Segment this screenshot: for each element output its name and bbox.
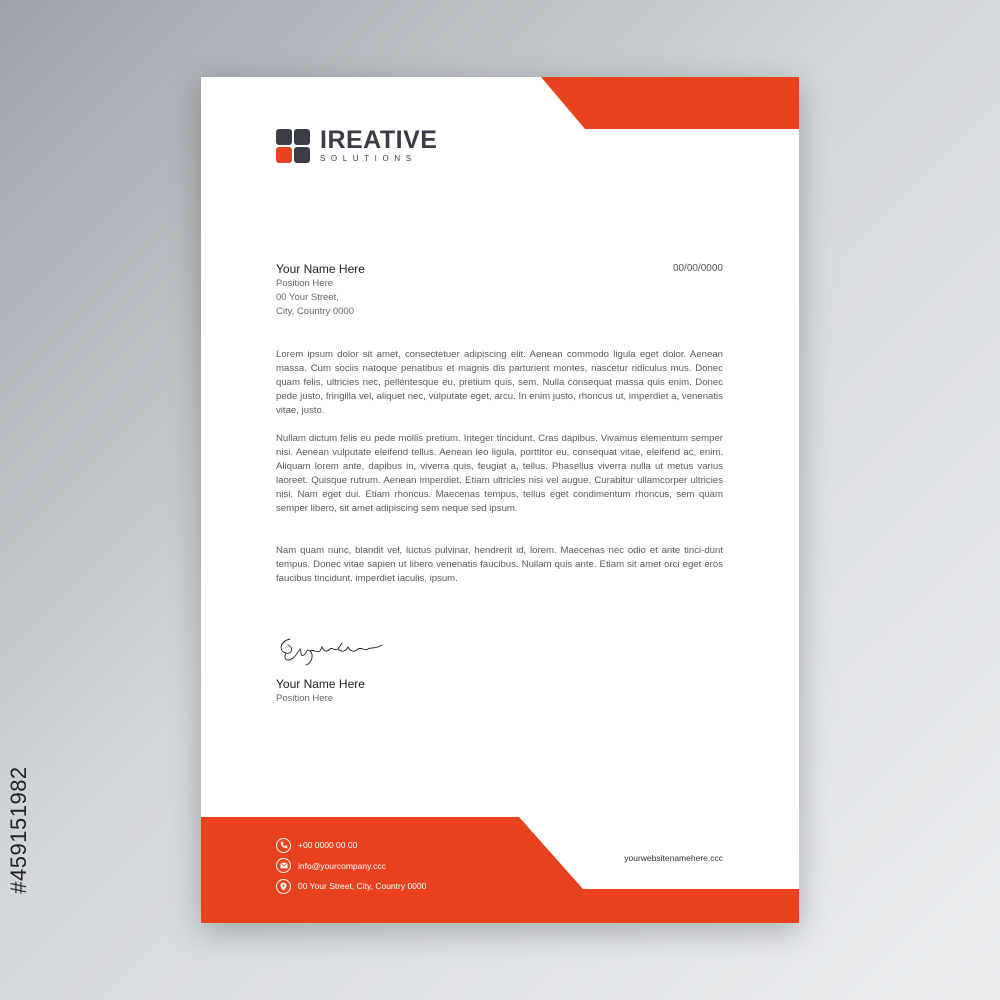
phone-icon xyxy=(276,838,291,853)
recipient-block xyxy=(276,261,365,319)
footer-contacts xyxy=(276,836,426,898)
stock-id-label: #459151982 xyxy=(6,766,31,894)
paragraph-3: Nam quam nunc, blandit vel, luctus pulvinar, hendrerit id, lorem. Maecenas nec odio et ante tinci-dunt tempus. Donec vitae sapien ut libero venenatis faucibus. Nullam quis ante. Etiam sit amet orci eget eros faucibus tincidunt. imperdiet iaculis, ipsum. xyxy=(276,545,723,584)
top-accent-shape xyxy=(541,77,799,129)
signer-name: Your Name Here xyxy=(276,677,365,691)
mail-icon xyxy=(276,858,291,873)
address-text: 00 Your Street, City, Country 0000 xyxy=(298,881,427,891)
signer-block xyxy=(276,676,365,706)
recipient-street: 00 Your Street, xyxy=(276,292,339,303)
footer-address xyxy=(276,877,426,895)
company-tagline: SOLUTIONS xyxy=(320,154,417,163)
recipient-name: Your Name Here xyxy=(276,262,365,276)
phone-text: +00 0000 00 00 xyxy=(298,840,358,850)
footer-email xyxy=(276,857,426,875)
footer-phone xyxy=(276,836,426,854)
signer-position: Position Here xyxy=(276,693,334,704)
letter-date: 00/00/0000 xyxy=(672,263,723,274)
recipient-city: City, Country 0000 xyxy=(276,306,354,317)
handwritten-signature xyxy=(276,633,386,667)
company-name: IREATIVE xyxy=(320,126,438,154)
logo-squares-icon xyxy=(276,129,310,163)
email-text: info@yourcompany.ccc xyxy=(298,860,386,871)
website-text: yourwebsitenamehere.ccc xyxy=(624,853,723,863)
paragraph-2: Nullam dictum felis eu pede mollis pretium. Integer tincidunt. Cras dapibus. Vivamus elementum semper nisi. Aenean vulputate eleifend tellus. Aenean leo ligula, porttitor eu, consequat vitae, eleifend ac, enim. Aliquam lorem ante, dapibus in, viverra quis, feugiat a, tellus. Phasellus viverra nulla ut metus varius laoreet. Quisque rutrum. Aenean imperdiet. Etiam ultricies nisi vel augue. Curabitur ullamcorper ultricies nisi. Nam eget dui. Etiam rhoncus. Maecenas tempus, tellus eget condimentum rhoncus, sem quam semper libero, sit amet adipiscing sem neque sed ipsum. xyxy=(276,433,723,514)
company-logo xyxy=(276,128,437,163)
location-pin-icon xyxy=(276,879,291,894)
recipient-position: Position Here xyxy=(276,278,334,289)
paragraph-1: Lorem ipsum dolor sit amet, consectetuer adipiscing elit. Aenean commodo ligula eget dolor. Aenean massa. Cum sociis natoque penatibus et magnis dis parturient montes, nascetur ridiculus mus. Donec quam felis, ultricies nec, pellentesque eu, pretium quis, sem. Nulla consequat massa quis enim. Donec pede justo, fringilla vel, aliquet nec, vulputate eget, arcu. In enim justo, rhoncus ut, imperdiet a, venenatis vitae, justo. xyxy=(276,349,723,416)
letterhead-page xyxy=(201,77,799,923)
